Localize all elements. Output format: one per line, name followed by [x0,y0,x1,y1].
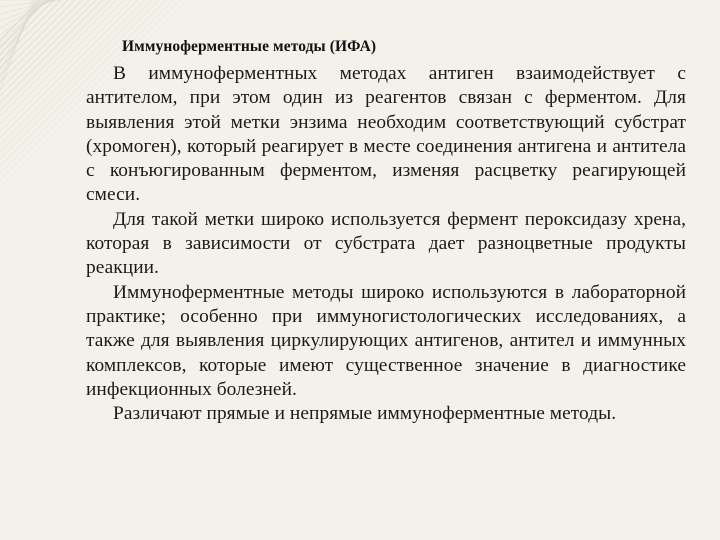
slide-title: Иммуноферментные методы (ИФА) [122,38,377,55]
paragraph-peroxidase: Для такой метки широко используется фермент пероксидазу хрена, которая в зависимости от субстрата дает разноцветные продукты реакции. [86,208,686,279]
paragraph-methods-types: Различают прямые и непрямые иммуноферментные методы. [113,403,617,425]
paragraph-ifa-principle: В иммуноферментных методах антиген взаимодействует с антителом, при этом один из реагентов связан с ферментом. Для выявления этой метки энзима необходим соответствующий субстрат (хромоген), который реагирует в месте соединения антигена и антитела с конъюгированным ферментом, изменяя расцветку реагирующей смеси. [86,63,686,206]
paragraph-applications: Иммуноферментные методы широко используются в лабораторной практике; особенно при иммуногистологических исследованиях, а также для выявления циркулирующих антигенов, антител и иммунных комплексов, которые имеют существенное значение в диагностике инфекционных болезней. [86,281,686,400]
slide-body-text [86,62,686,426]
pattern-line [0,0,33,91]
